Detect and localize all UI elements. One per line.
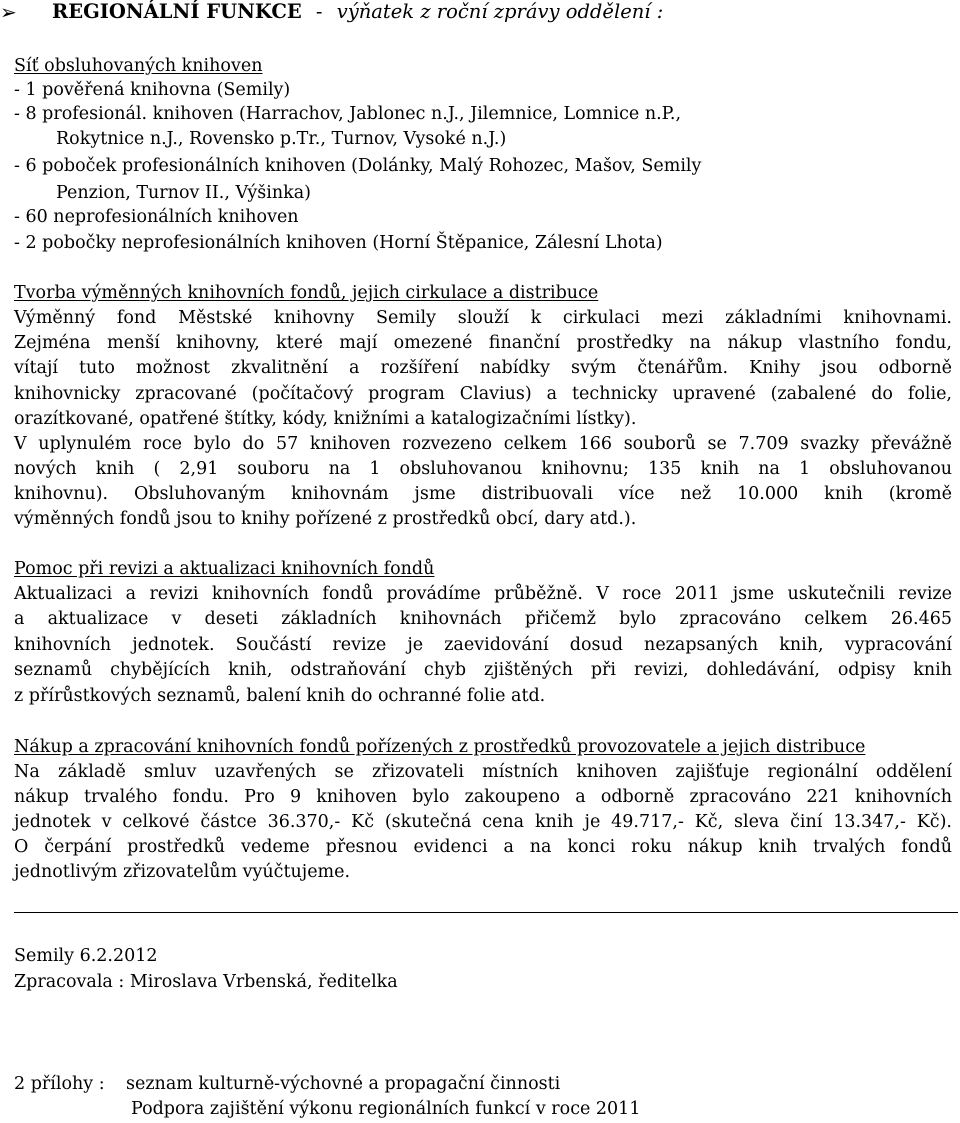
purchase-line-3: jednotek v celkové částce 36.370,- Kč (skutečná cena knih je 49.717,- Kč, sleva činí 13.347,- Kč).	[14, 812, 952, 832]
exchange-line-9: výměnných fondů jsou to knihy pořízené z prostředků obcí, dary atd.).	[14, 509, 637, 529]
attachments-label: 2 přílohy :	[14, 1074, 105, 1094]
page-title-row	[52, 0, 663, 24]
revision-line-5: z přírůstkových seznamů, balení knih do ochranné folie atd.	[14, 686, 546, 706]
signature-date: Semily 6.2.2012	[14, 946, 158, 966]
revision-section-title: Pomoc při revizi a aktualizaci knihovních fondů	[14, 559, 435, 579]
revision-line-2: a aktualizace v deseti základních knihovnách přičemž bylo zpracováno celkem 26.465	[14, 609, 952, 629]
purchase-line-2: nákup trvalého fondu. Pro 9 knihoven bylo zakoupeno a odborně zpracováno 221 knihovních	[14, 787, 952, 807]
exchange-line-4: knihovnicky zpracované (počítačový program Clavius) a technicky upravené (zabalené do folie,	[14, 384, 952, 404]
purchase-line-4: O čerpání prostředků vedeme přesnou evidenci a na konci roku nákup knih trvalých fondů	[14, 837, 952, 857]
revision-line-1: Aktualizaci a revizi knihovních fondů provádíme průběžně. V roce 2011 jsme uskutečnili revize	[14, 584, 952, 604]
attachment-item-1: seznam kulturně-výchovné a propagační činnosti	[126, 1074, 561, 1094]
purchase-line-5: jednotlivým zřizovatelům vyúčtujeme.	[14, 862, 351, 882]
page-title: REGIONÁLNÍ FUNKCE	[52, 0, 302, 23]
network-line-4: - 6 poboček profesionálních knihoven (Dolánky, Malý Rohozec, Mašov, Semily	[14, 156, 702, 176]
purchase-section-title: Nákup a zpracování knihovních fondů pořízených z prostředků provozovatele a jejich distribuce	[14, 737, 866, 757]
network-line-1: - 1 pověřená knihovna (Semily)	[14, 80, 291, 100]
network-line-6: - 60 neprofesionálních knihoven	[14, 207, 299, 227]
exchange-line-1: Výměnný fond Městské knihovny Semily slouží k cirkulaci mezi základními knihovnami.	[14, 308, 952, 328]
horizontal-divider	[14, 912, 958, 913]
attachment-item-2: Podpora zajištění výkonu regionálních funkcí v roce 2011	[131, 1099, 641, 1119]
title-separator: -	[315, 0, 323, 23]
exchange-line-6: V uplynulém roce bylo do 57 knihoven rozvezeno celkem 166 souborů se 7.709 svazky převážně	[14, 434, 952, 454]
signature-author: Zpracovala : Miroslava Vrbenská, ředitelka	[14, 972, 398, 992]
exchange-line-3: vítají tuto možnost zkvalitnění a rozšíření nabídky svým čtenářům. Knihy jsou odborně	[14, 358, 952, 378]
page-subtitle: výňatek z roční zprávy oddělení :	[336, 0, 664, 23]
exchange-line-5: orazítkované, opatřené štítky, kódy, knižními a katalogizačními lístky).	[14, 409, 637, 429]
exchange-section-title: Tvorba výměnných knihovních fondů, jejich cirkulace a distribuce	[14, 283, 599, 303]
exchange-line-7: nových knih ( 2,91 souboru na 1 obsluhovanou knihovnu; 135 knih na 1 obsluhovanou	[14, 459, 952, 479]
network-line-7: - 2 pobočky neprofesionálních knihoven (Horní Štěpanice, Zálesní Lhota)	[14, 233, 663, 253]
exchange-line-2: Zejména menší knihovny, které mají omezené finanční prostředky na nákup vlastního fondu,	[14, 333, 952, 353]
exchange-line-8: knihovnu). Obsluhovaným knihovnám jsme distribuovali více než 10.000 knih (kromě	[14, 484, 952, 504]
bullet-arrow-icon: ➢	[0, 0, 17, 24]
purchase-line-1: Na základě smluv uzavřených se zřizovateli místních knihoven zajišťuje regionální oddělení	[14, 762, 952, 782]
network-line-2: - 8 profesionál. knihoven (Harrachov, Jablonec n.J., Jilemnice, Lomnice n.P.,	[14, 104, 682, 124]
network-line-3: Rokytnice n.J., Rovensko p.Tr., Turnov, Vysoké n.J.)	[56, 129, 507, 149]
revision-line-4: seznamů chybějících knih, odstraňování chyb zjištěných při revizi, dohledávání, odpisy knih	[14, 660, 952, 680]
network-line-5: Penzion, Turnov II., Výšinka)	[56, 183, 311, 203]
network-section-title: Síť obsluhovaných knihoven	[14, 56, 263, 76]
revision-line-3: knihovních jednotek. Součástí revize je zaevidování dosud nezapsaných knih, vypracování	[14, 635, 952, 655]
